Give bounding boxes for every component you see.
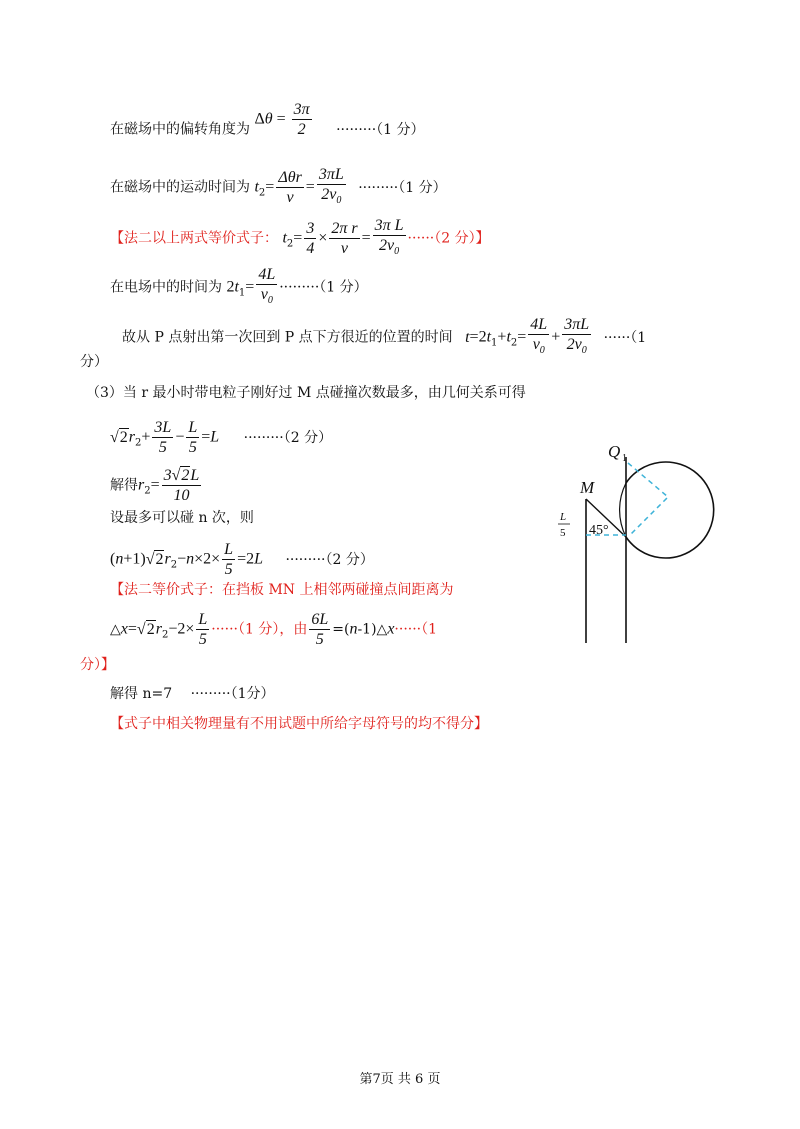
method-two-distance-line: $\triangle x=√2r_2-2\times$ $\frac{L}{5}$ ······（1 分），由 $\frac{6L}{5}$ =(n-1)△x······（1 [110,611,438,648]
score: ·········（2 分） [285,551,374,568]
line-text: 解得 [110,477,138,494]
score: ······（2 分）】 [407,230,490,247]
line-continuation: 分） [80,354,108,370]
score: ·········（1 分） [358,179,447,196]
label-m: M [580,478,595,497]
circle-arc [626,462,714,558]
deflection-angle-line: 在磁场中的偏转角度为 Δθ = $\frac{3\pi}{2}$ ·········（1 分） [110,101,425,138]
part-three-intro: （3）当 r 最小时带电粒子刚好过 M 点碰撞次数最多，由几何关系可得 [86,385,526,401]
geometry-equation: $√2r_2+$ $\frac{3L}{5}$ − $\frac{L}{5}$ =L ·········（2 分） [110,419,333,456]
line-text: 【法二以上两式等价式子： [110,230,278,247]
score: ······（1 分），由 [211,621,308,638]
page-footer: 第7页 共 6 页 [359,1072,441,1087]
line-text: 在磁场中的运动时间为 [110,179,250,196]
set-collisions-line: 设最多可以碰 n 次，则 [110,510,254,526]
geometry-figure [550,435,740,650]
line-continuation: 分）】 [80,657,115,673]
score: ·········（2 分） [243,429,333,446]
score: ·········（1 分） [336,121,425,138]
score: ······（1 [603,329,647,346]
line-text: 在磁场中的偏转角度为 [110,121,250,138]
label-fraction-den: 5 [560,527,566,539]
magnetic-time-line: 在磁场中的运动时间为 $t_2=$ $\frac{\text{Δθr}}{v}$ = $\frac{3\pi L}{2v_0}$ ·········（1 分） [110,166,447,207]
line-text: 在电场中的时间为 [110,279,222,296]
score: ·········（1 分） [279,279,368,296]
solve-n-line [110,684,275,704]
score-end: ······（1 [394,621,438,638]
solve-radius-line: 解得$r_2=$ $\frac{3√2L}{10}$ [110,467,200,504]
angle-label: 45° [589,523,609,538]
electric-time-line: 在电场中的时间为 $2t_1=$ $\frac{4L}{v_0}$ ·········（1 分） [110,266,368,307]
label-q-sub: 1 [622,453,627,464]
label-fraction-num: L [560,511,567,523]
line-text: 解得 n=7 [110,686,173,702]
line-text: 故从 P 点射出第一次回到 P 点下方很近的位置的时间 [122,329,453,346]
method-two-note: 【法二以上两式等价式子： $t_2=$ $\frac{3}{4}$ × $\frac{\text{2π r}}{v}$ = $\frac{\text{3π L}}{2v_0}$ ······（2 分）】 [110,217,490,258]
grading-note: 【式子中相关物理量有不用试题中所给字母符号的均不得分】 [110,716,488,732]
circle-arc-inner [620,483,626,537]
collision-equation: $(n+1)√2r_2-n\times 2\times$ $\frac{L}{5}$ =2L ·········（2 分） [110,541,374,578]
method-two-collision-note: 【法二等价式子：在挡板 MN 上相邻两碰撞点间距离为 [110,582,454,598]
score: ·········（1分） [190,686,275,702]
total-time-line: 故从 P 点射出第一次回到 P 点下方很近的位置的时间 $t=2t_1+t_2=$ $\frac{4L}{v_0}$ + $\frac{3\pi L}{2v_0}$ ······（1 [122,316,647,357]
label-q: Q [608,442,621,461]
